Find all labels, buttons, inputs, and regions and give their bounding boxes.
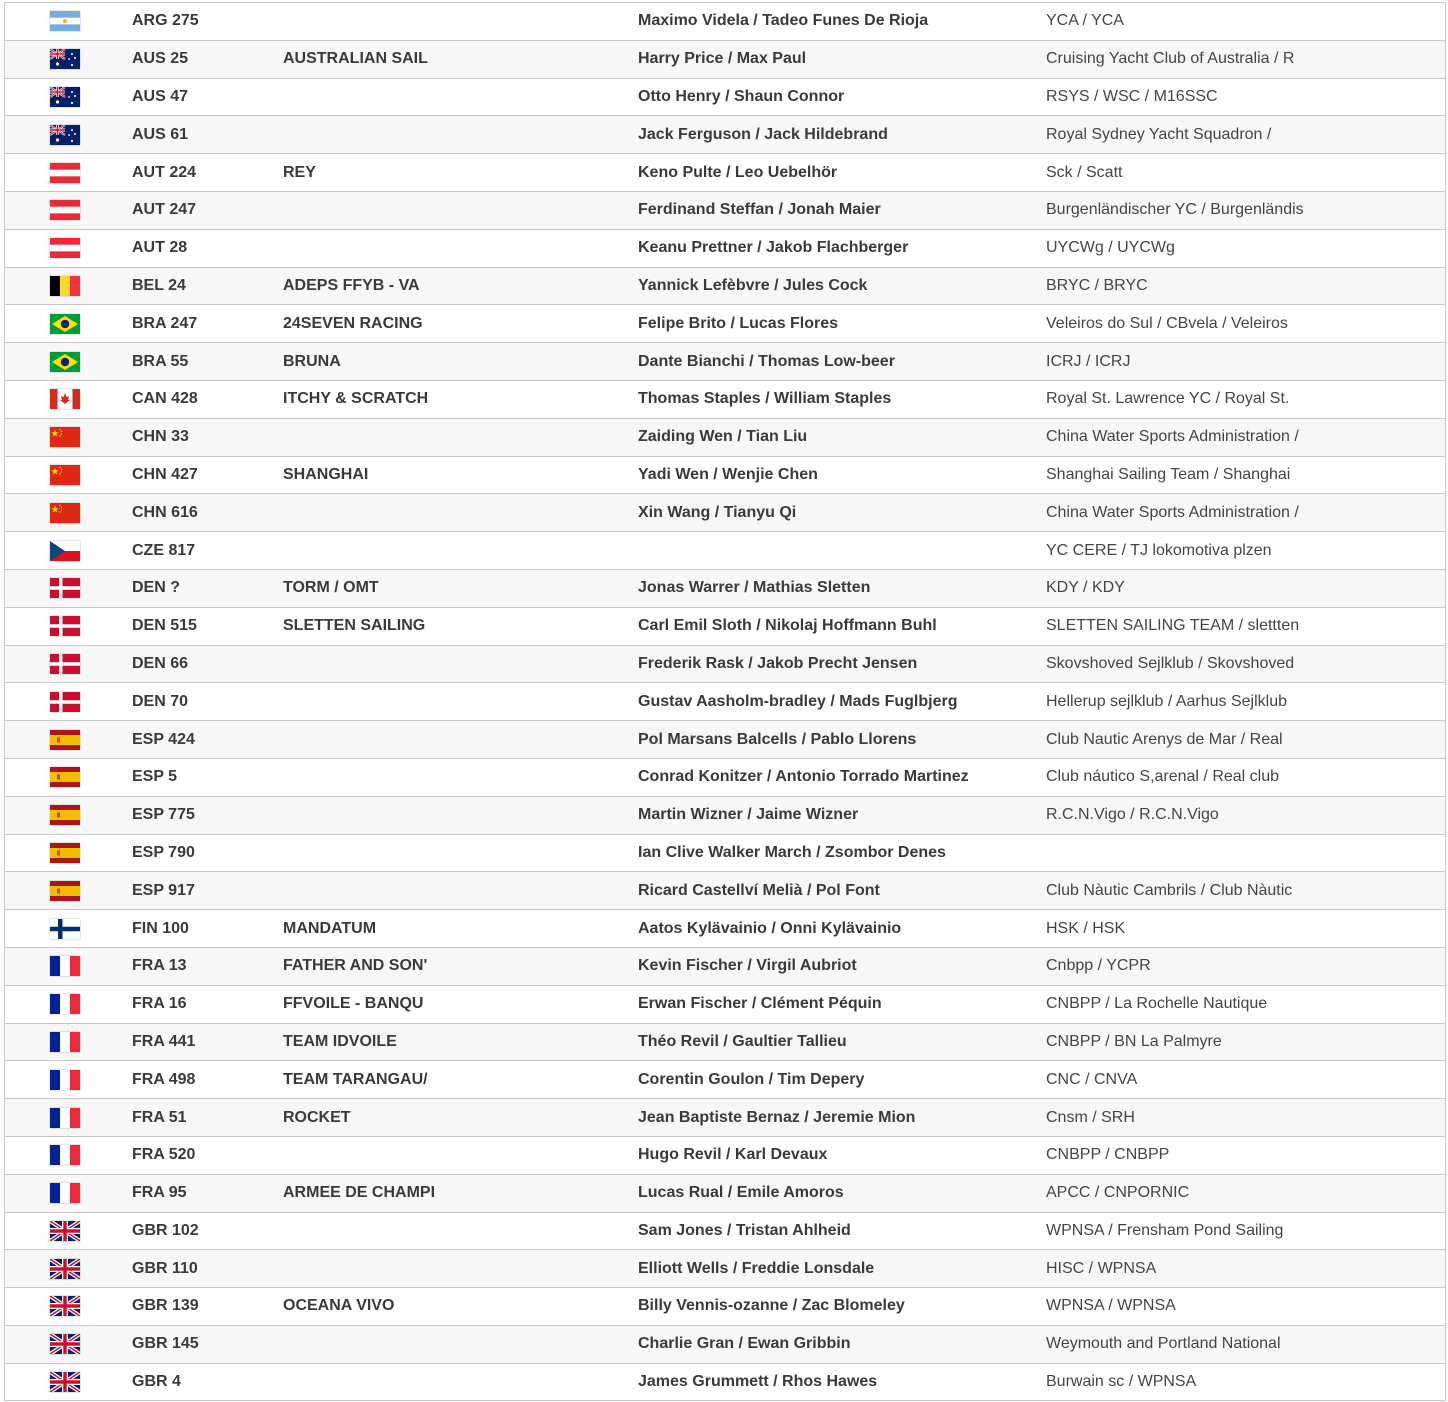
bra-flag-icon xyxy=(49,305,81,342)
table-row xyxy=(5,532,1445,570)
crew-names: Yannick Lefèbvre / Jules Cock xyxy=(638,276,868,294)
chn-flag-icon xyxy=(49,419,81,456)
sail-number: ESP 917 xyxy=(132,881,195,899)
crew-names: Conrad Konitzer / Antonio Torrado Martinez xyxy=(638,768,969,786)
crew-names xyxy=(638,532,1038,569)
boat-name: TEAM IDVOILE xyxy=(283,1032,397,1050)
boat-name: 24SEVEN RACING xyxy=(283,314,423,332)
boat-name: BRUNA xyxy=(283,352,341,370)
club-name: Burgenländischer YC / Burgenländis xyxy=(1046,201,1304,219)
table-row xyxy=(5,41,1445,79)
sail-number: GBR 110 xyxy=(132,1259,198,1277)
club-name: KDY / KDY xyxy=(1046,579,1125,597)
crew-names: Frederik Rask / Jakob Precht Jensen xyxy=(638,654,918,672)
sail-number: DEN 66 xyxy=(132,654,189,672)
club-name: Burwain sc / WPNSA xyxy=(1046,1373,1197,1391)
sail-number: DEN ? xyxy=(132,579,180,597)
table-row xyxy=(5,1061,1445,1099)
fra-flag-icon xyxy=(49,1175,81,1212)
boat-name xyxy=(283,494,623,531)
club-name: Cnbpp / YCPR xyxy=(1046,957,1151,975)
table-row xyxy=(5,1288,1445,1326)
club-name: Veleiros do Sul / CBvela / Veleiros xyxy=(1046,314,1288,332)
crew-names: Yadi Wen / Wenjie Chen xyxy=(638,465,818,483)
boat-name: TEAM TARANGAU/ xyxy=(283,1070,428,1088)
chn-flag-icon xyxy=(49,494,81,531)
club-name: WPNSA / WPNSA xyxy=(1046,1297,1176,1315)
club-name: CNBPP / CNBPP xyxy=(1046,1146,1170,1164)
boat-name xyxy=(283,1364,623,1401)
boat-name: SLETTEN SAILING xyxy=(283,617,426,635)
club-name: Club Nàutic Cambrils / Club Nàutic xyxy=(1046,881,1293,899)
sail-number: BRA 55 xyxy=(132,352,189,370)
sail-number: ESP 790 xyxy=(132,843,195,861)
sail-number: DEN 70 xyxy=(132,692,189,710)
sail-number: CHN 427 xyxy=(132,465,198,483)
crew-names: Thomas Staples / William Staples xyxy=(638,390,892,408)
sail-number: AUS 25 xyxy=(132,50,189,68)
club-name: UYCWg / UYCWg xyxy=(1046,239,1175,257)
den-flag-icon xyxy=(49,683,81,720)
table-row xyxy=(5,1364,1445,1402)
boat-name: ADEPS FFYB - VA xyxy=(283,276,420,294)
aut-flag-icon xyxy=(49,192,81,229)
can-flag-icon xyxy=(49,381,81,418)
sail-number: ESP 424 xyxy=(132,730,195,748)
crew-names: Lucas Rual / Emile Amoros xyxy=(638,1184,844,1202)
crew-names: Jean Baptiste Bernaz / Jeremie Mion xyxy=(638,1108,916,1126)
crew-names: Billy Vennis-ozanne / Zac Blomeley xyxy=(638,1297,905,1315)
boat-name xyxy=(283,532,623,569)
crew-names: Erwan Fischer / Clément Péquin xyxy=(638,995,882,1013)
chn-flag-icon xyxy=(49,457,81,494)
fra-flag-icon xyxy=(49,986,81,1023)
fra-flag-icon xyxy=(49,1099,81,1136)
sail-number: CHN 616 xyxy=(132,503,198,521)
boat-name xyxy=(283,116,623,153)
sail-number: CHN 33 xyxy=(132,428,189,446)
boat-name: TORM / OMT xyxy=(283,579,379,597)
aut-flag-icon xyxy=(49,230,81,267)
boat-name: ARMEE DE CHAMPI xyxy=(283,1184,436,1202)
table-row xyxy=(5,230,1445,268)
table-row xyxy=(5,721,1445,759)
club-name: Cnsm / SRH xyxy=(1046,1108,1135,1126)
gbr-flag-icon xyxy=(49,1288,81,1325)
boat-name xyxy=(283,797,623,834)
club-name: Shanghai Sailing Team / Shanghai xyxy=(1046,465,1291,483)
boat-name xyxy=(283,192,623,229)
table-row xyxy=(5,79,1445,117)
sail-number: FRA 51 xyxy=(132,1108,187,1126)
arg-flag-icon xyxy=(49,3,81,40)
esp-flag-icon xyxy=(49,835,81,872)
table-row xyxy=(5,1175,1445,1213)
crew-names: Dante Bianchi / Thomas Low-beer xyxy=(638,352,895,370)
table-row xyxy=(5,154,1445,192)
club-name: Cruising Yacht Club of Australia / R xyxy=(1046,50,1295,68)
boat-name: ROCKET xyxy=(283,1108,351,1126)
table-row xyxy=(5,343,1445,381)
sail-number: FRA 95 xyxy=(132,1184,187,1202)
crew-names: Ferdinand Steffan / Jonah Maier xyxy=(638,201,881,219)
crew-names: Ian Clive Walker March / Zsombor Denes xyxy=(638,843,946,861)
club-name: CNBPP / La Rochelle Nautique xyxy=(1046,995,1268,1013)
club-name: RSYS / WSC / M16SSC xyxy=(1046,87,1218,105)
crew-names: Charlie Gran / Ewan Gribbin xyxy=(638,1335,851,1353)
table-row xyxy=(5,494,1445,532)
club-name: R.C.N.Vigo / R.C.N.Vigo xyxy=(1046,806,1219,824)
sail-number: AUS 47 xyxy=(132,87,189,105)
sail-number: FRA 520 xyxy=(132,1146,196,1164)
sail-number: AUS 61 xyxy=(132,125,189,143)
results-table xyxy=(4,2,1446,1401)
sail-number: DEN 515 xyxy=(132,617,197,635)
club-name: Skovshoved Sejlklub / Skovshoved xyxy=(1046,654,1295,672)
boat-name xyxy=(283,683,623,720)
boat-name xyxy=(283,835,623,872)
boat-name: OCEANA VIVO xyxy=(283,1297,395,1315)
club-name: BRYC / BRYC xyxy=(1046,276,1148,294)
boat-name: FFVOILE - BANQU xyxy=(283,995,424,1013)
table-row xyxy=(5,1024,1445,1062)
gbr-flag-icon xyxy=(49,1326,81,1363)
table-row xyxy=(5,570,1445,608)
club-name: Royal Sydney Yacht Squadron / xyxy=(1046,125,1272,143)
sail-number: CZE 817 xyxy=(132,541,196,559)
table-row xyxy=(5,457,1445,495)
boat-name: FATHER AND SON' xyxy=(283,957,428,975)
sail-number: ESP 5 xyxy=(132,768,178,786)
boat-name xyxy=(283,230,623,267)
club-name: SLETTEN SAILING TEAM / slettten xyxy=(1046,617,1300,635)
boat-name: AUSTRALIAN SAIL xyxy=(283,50,428,68)
crew-names: Harry Price / Max Paul xyxy=(638,50,807,68)
club-name: YC CERE / TJ lokomotiva plzen xyxy=(1046,541,1272,559)
sail-number: ARG 275 xyxy=(132,12,199,30)
table-row xyxy=(5,1099,1445,1137)
table-row xyxy=(5,910,1445,948)
club-name: Club Nautic Arenys de Mar / Real xyxy=(1046,730,1283,748)
table-row xyxy=(5,608,1445,646)
aus-flag-icon xyxy=(49,41,81,78)
crew-names: Martin Wizner / Jaime Wizner xyxy=(638,806,859,824)
table-row xyxy=(5,683,1445,721)
crew-names: Kevin Fischer / Virgil Aubriot xyxy=(638,957,857,975)
crew-names: Felipe Brito / Lucas Flores xyxy=(638,314,839,332)
boat-name xyxy=(283,1250,623,1287)
club-name: Royal St. Lawrence YC / Royal St. xyxy=(1046,390,1290,408)
boat-name: REY xyxy=(283,163,316,181)
boat-name xyxy=(283,3,623,40)
crew-names: Jonas Warrer / Mathias Sletten xyxy=(638,579,871,597)
table-row xyxy=(5,116,1445,154)
table-row xyxy=(5,381,1445,419)
table-row xyxy=(5,419,1445,457)
crew-names: Zaiding Wen / Tian Liu xyxy=(638,428,808,446)
sail-number: GBR 4 xyxy=(132,1373,181,1391)
boat-name xyxy=(283,759,623,796)
sail-number: FRA 441 xyxy=(132,1032,196,1050)
crew-names: Xin Wang / Tianyu Qi xyxy=(638,503,797,521)
table-row xyxy=(5,1326,1445,1364)
boat-name xyxy=(283,79,623,116)
table-row xyxy=(5,759,1445,797)
sail-number: GBR 139 xyxy=(132,1297,199,1315)
aut-flag-icon xyxy=(49,154,81,191)
sail-number: CAN 428 xyxy=(132,390,198,408)
crew-names: Sam Jones / Tristan Ahlheid xyxy=(638,1221,851,1239)
table-row xyxy=(5,192,1445,230)
boat-name: SHANGHAI xyxy=(283,465,369,483)
sail-number: AUT 247 xyxy=(132,201,197,219)
bel-flag-icon xyxy=(49,268,81,305)
sail-number: AUT 28 xyxy=(132,239,188,257)
crew-names: Keno Pulte / Leo Uebelhör xyxy=(638,163,838,181)
table-row xyxy=(5,305,1445,343)
sail-number: FRA 16 xyxy=(132,995,187,1013)
club-name: APCC / CNPORNIC xyxy=(1046,1184,1190,1202)
crew-names: Jack Ferguson / Jack Hildebrand xyxy=(638,125,888,143)
table-row xyxy=(5,1213,1445,1251)
boat-name xyxy=(283,1326,623,1363)
sail-number: FRA 498 xyxy=(132,1070,196,1088)
crew-names: Hugo Revil / Karl Devaux xyxy=(638,1146,828,1164)
club-name: HSK / HSK xyxy=(1046,919,1126,937)
esp-flag-icon xyxy=(49,872,81,909)
sail-number: BEL 24 xyxy=(132,276,186,294)
boat-name: ITCHY & SCRATCH xyxy=(283,390,429,408)
club-name: CNBPP / BN La Palmyre xyxy=(1046,1032,1222,1050)
sail-number: AUT 224 xyxy=(132,163,197,181)
crew-names: Ricard Castellví Melià / Pol Font xyxy=(638,881,880,899)
club-name: China Water Sports Administration / xyxy=(1046,428,1299,446)
aus-flag-icon xyxy=(49,79,81,116)
table-row xyxy=(5,1137,1445,1175)
club-name: Hellerup sejlklub / Aarhus Sejlklub xyxy=(1046,692,1288,710)
crew-names: Corentin Goulon / Tim Depery xyxy=(638,1070,865,1088)
crew-names: Théo Revil / Gaultier Tallieu xyxy=(638,1032,847,1050)
esp-flag-icon xyxy=(49,721,81,758)
table-row xyxy=(5,872,1445,910)
fin-flag-icon xyxy=(49,910,81,947)
bra-flag-icon xyxy=(49,343,81,380)
crew-names: Keanu Prettner / Jakob Flachberger xyxy=(638,239,909,257)
table-row xyxy=(5,268,1445,306)
crew-names: Gustav Aasholm-bradley / Mads Fuglbjerg xyxy=(638,692,958,710)
crew-names: Pol Marsans Balcells / Pablo Llorens xyxy=(638,730,917,748)
fra-flag-icon xyxy=(49,1024,81,1061)
club-name: CNC / CNVA xyxy=(1046,1070,1138,1088)
den-flag-icon xyxy=(49,570,81,607)
aus-flag-icon xyxy=(49,116,81,153)
boat-name xyxy=(283,872,623,909)
table-row xyxy=(5,646,1445,684)
sail-number: GBR 102 xyxy=(132,1221,199,1239)
boat-name xyxy=(283,646,623,683)
club-name: Weymouth and Portland National xyxy=(1046,1335,1281,1353)
gbr-flag-icon xyxy=(49,1250,81,1287)
sail-number: BRA 247 xyxy=(132,314,198,332)
boat-name xyxy=(283,721,623,758)
club-name: WPNSA / Frensham Pond Sailing xyxy=(1046,1221,1284,1239)
club-name: Sck / Scatt xyxy=(1046,163,1123,181)
table-row xyxy=(5,835,1445,873)
sail-number: GBR 145 xyxy=(132,1335,199,1353)
table-row xyxy=(5,986,1445,1024)
club-name: Club náutico S,arenal / Real club xyxy=(1046,768,1280,786)
crew-names: Otto Henry / Shaun Connor xyxy=(638,87,845,105)
gbr-flag-icon xyxy=(49,1364,81,1401)
fra-flag-icon xyxy=(49,1137,81,1174)
cze-flag-icon xyxy=(49,532,81,569)
club-name: ICRJ / ICRJ xyxy=(1046,352,1131,370)
sail-number: ESP 775 xyxy=(132,806,195,824)
club-name xyxy=(1046,835,1316,872)
crew-names: Carl Emil Sloth / Nikolaj Hoffmann Buhl xyxy=(638,617,937,635)
boat-name xyxy=(283,419,623,456)
crew-names: James Grummett / Rhos Hawes xyxy=(638,1373,878,1391)
crew-names: Aatos Kylävainio / Onni Kylävainio xyxy=(638,919,902,937)
table-row xyxy=(5,1250,1445,1288)
boat-name: MANDATUM xyxy=(283,919,377,937)
sail-number: FIN 100 xyxy=(132,919,189,937)
fra-flag-icon xyxy=(49,1061,81,1098)
esp-flag-icon xyxy=(49,759,81,796)
table-row xyxy=(5,3,1445,41)
club-name: YCA / YCA xyxy=(1046,12,1124,30)
fra-flag-icon xyxy=(49,948,81,985)
crew-names: Elliott Wells / Freddie Lonsdale xyxy=(638,1259,875,1277)
boat-name xyxy=(283,1213,623,1250)
sail-number: FRA 13 xyxy=(132,957,187,975)
table-row xyxy=(5,797,1445,835)
table-row xyxy=(5,948,1445,986)
gbr-flag-icon xyxy=(49,1213,81,1250)
club-name: China Water Sports Administration / xyxy=(1046,503,1299,521)
den-flag-icon xyxy=(49,646,81,683)
club-name: HISC / WPNSA xyxy=(1046,1259,1157,1277)
crew-names: Maximo Videla / Tadeo Funes De Rioja xyxy=(638,12,929,30)
den-flag-icon xyxy=(49,608,81,645)
boat-name xyxy=(283,1137,623,1174)
esp-flag-icon xyxy=(49,797,81,834)
